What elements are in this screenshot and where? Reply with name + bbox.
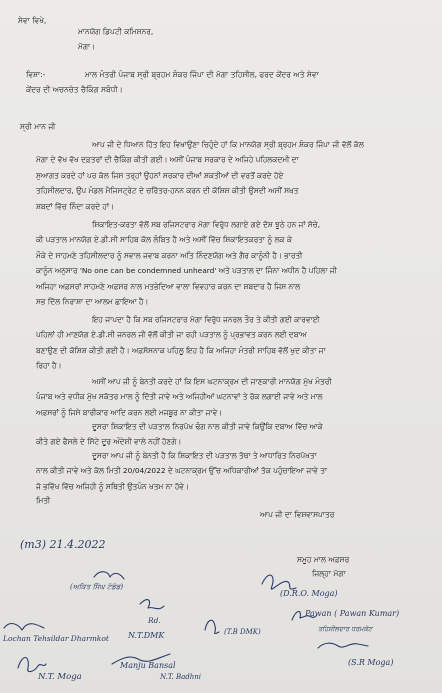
signature-manju-stroke bbox=[112, 654, 170, 664]
signature-tb-dmk: (T.B DMK) bbox=[224, 628, 261, 636]
paragraph-line: ਪਹਿਲਾਂ ਹੀ ਮਾਣਯੋਗ ਏ.ਡੀ.ਸੀ ਜਨਰਲ ਜੀ ਵੱਲੋਂ ਕੀਤੀ ਜਾ ਰਹੀ ਪੜਤਾਲ ਨੂੰ ਪ੍ਰਭਾਵਤ ਕਰਨ ਲਈ ਦਬਾਅ bbox=[36, 330, 307, 340]
signature-sr-stroke bbox=[318, 643, 368, 648]
date-label: ਮਿਤੀ bbox=[36, 496, 51, 505]
paragraph-line: ਸੁਆਗਤ ਕਰਦੇ ਹਾਂ ਪਰ ਕੱਲ ਜਿਸ ਤਰ੍ਹਾਂ ਉਹਨਾਂ ਸਰਕਾਰ ਦੀਆਂ ਸ਼ਕਤੀਆਂ ਦੀ ਵਰਤੋਂ ਕਰਦੇ ਹੋਏ bbox=[36, 170, 284, 180]
signature-nt-badhni: N.T. Badhni bbox=[160, 673, 202, 681]
paragraph-line: ਨਾਲ ਕੀਤੀ ਜਾਵੇ ਅਤੇ ਕੱਲ ਮਿਤੀ 20/04/2022 ਦੇ ਘਟਨਾਕ੍ਰਮ ਉੱਚ ਅਧਿਕਾਰੀਆਂ ਤੱਕ ਪਹੁੰਚਾਇਆ ਜਾਵੇ ਤਾ bbox=[36, 466, 328, 476]
paragraph-line: ਸਭ ਦਿੱਲ ਨਿਰਾਸ਼ਾ ਦਾ ਆਲਮ ਛਾਇਆ ਹੈ। bbox=[36, 297, 149, 307]
signature-nt-moga-stroke bbox=[18, 658, 46, 672]
recipient-place: ਮੋਗਾ। bbox=[78, 42, 96, 51]
paragraph-line: ਇਹ ਜਾਪਦਾ ਹੈ ਕਿ ਸਬ ਰਜਿਸਟਰਾਰ ਮੋਗਾ ਵਿਰੁੱਧ ਜਨਰਲ ਤੌਰ ਤੇ ਕੀਤੀ ਗਈ ਕਾਰਵਾਈ bbox=[92, 315, 320, 324]
paragraph-line: ਮੌਕੇ ਦੇ ਸਾਹਮਣੇ ਤਹਿਸੀਲਦਾਰ ਨੂੰ ਸਵਾਲ ਜਵਾਬ ਕਰਨਾ ਅਤਿ ਨਿੰਦਣਯੋਗ ਅਤੇ ਗੈਰ ਕਾਨੂੰਨੀ ਹੈ। ਭਾਰਤੀ bbox=[36, 250, 303, 260]
recipient-title: ਮਾਨਯੋਗ ਡਿਪਟੀ ਕਮਿਸ਼ਨਰ, bbox=[78, 27, 154, 36]
signature-pawan-stroke bbox=[292, 611, 316, 620]
paragraph-line: ਤਹਿਸੀਲਦਾਰ, ਉਪ ਮੰਡਲ ਮੈਜਿਸਟ੍ਰੇਟ ਦੇ ਚਰਿੱਤਰ-ਹਨਨ ਕਰਨ ਦੀ ਕੋਸ਼ਿਸ਼ ਕੀਤੀ ਉਸਦੀ ਅਸੀਂ ਸਖ਼ਤ bbox=[36, 186, 299, 196]
paragraph-line: ਕੀ ਪੜਤਾਲ ਮਾਨਯੋਗ ਏ.ਡੀ.ਸੀ ਸਾਹਿਬ ਕੋਲ ਲੰਬਿਤ ਹੈ ਅਤੇ ਅਸੀਂ ਵਿੱਚ ਸ਼ਿਕਾਇਤਕਰਤਾ ਨੂੰ ਲਕ ਕੇ bbox=[36, 235, 292, 245]
signatory-district: ਜਿਲ੍ਹਾ ਮੋਗਾ bbox=[312, 569, 346, 578]
signature-manju: Manju Bansal bbox=[120, 661, 176, 670]
subject-label: ਵਿਸ਼ਾ:- bbox=[26, 70, 46, 79]
signature-nt-dmk: N.T.DMK bbox=[128, 631, 165, 640]
salutation: ਸ੍ਰੀ ਮਾਨ ਜੀ bbox=[20, 122, 56, 131]
signatory-group: ਸਮੂਹ ਮਾਲ ਅਫ਼ਸਰ bbox=[297, 555, 350, 564]
signature-dro-label: (D.R.O. Moga) bbox=[280, 589, 338, 598]
signature-sr-moga: (S.R Moga) bbox=[348, 658, 394, 667]
signature-rd-stroke bbox=[140, 600, 164, 609]
handwritten-note: (ਅਕਿਤ ਸਿੰਘ ਟੰਡੰਡ) bbox=[70, 583, 124, 591]
to-line: ਸੇਵਾ ਵਿਖੇ, bbox=[18, 16, 47, 25]
signature-pawan-label: Pawan ( Pawan Kumar) bbox=[305, 609, 400, 618]
paragraph-line: ਪੰਜਾਬ ਅਤੇ ਵਧੀਕ ਮੁੱਖ ਸਕੱਤਰ ਮਾਲ ਨੂੰ ਦਿੱਤੀ ਜਾਵੇ ਅਤੇ ਅਜਿਹੀਆਂ ਘਟਨਾਵਾਂ ਤੇ ਰੋਕ ਲਗਾਈ ਜਾਵੇ ਅਤੇ ਮਾਲ bbox=[36, 392, 323, 402]
paragraph-line: ਦੂਸਰਾ ਆਪ ਜੀ ਨੂੰ ਬੇਨਤੀ ਹੈ ਕਿ ਸ਼ਿਕਾਇਤ ਦੀ ਪੜਤਾਲ ਤੱਥਾ ਤੇ ਆਧਾਰਿਤ ਨਿਰਪੱਖਤਾ bbox=[92, 451, 317, 460]
paragraph-line: ਅਫ਼ਸਰਾਂ ਨੂੰ ਜਿਸੇ ਬਾਰੀਕਾਰ ਆਦਿ ਕਰਨ ਲਈ ਮਜਬੂਰ ਨਾ ਕੀਤਾ ਜਾਵੇ। bbox=[36, 407, 223, 417]
paragraph-line: ਸ਼ਿਕਾਇਤ-ਕਰਤਾ ਵੱਲੋਂ ਸਬ ਰਜਿਸਟਰਾਰ ਮੋਗਾ ਵਿਰੁੱਧ ਲਗਾਏ ਗਏ ਦੋਸ਼ ਝੂਠੇ ਹਨ ਜਾਂ ਸੱਚੇ, bbox=[92, 220, 321, 229]
signature-lochan-stroke bbox=[4, 624, 44, 630]
paragraph-line: ਸ਼ਬਦਾਂ ਵਿੱਚ ਨਿੰਦਾ ਕਰਦੇ ਹਾਂ। bbox=[36, 201, 115, 211]
paragraph-line: ਕਾਨੂੰਨ ਅਨੁਸਾਰ 'No one can be condemned unheard' ਅਤੇ ਪੜਤਾਲ ਦਾ ਜਿੰਨਾ ਅਧੀਨ ਹੈ ਪਹਿਲਾ ਜੀ bbox=[36, 266, 337, 276]
signature-tb-stroke bbox=[205, 620, 219, 633]
paragraph-line: ਜੋ ਭਵਿੱਖ ਵਿੱਚ ਅਜਿਹੀ ਨੂੰ ਸਥਿਤੀ ਉਤਪੰਨ ਖਤਮ ਨਾ ਹੋਵੇ। bbox=[36, 481, 189, 491]
signature-nt-moga: N.T. Moga bbox=[38, 672, 82, 682]
signature-ankit-stroke bbox=[94, 572, 124, 579]
signature-rd: Rd. bbox=[148, 616, 161, 625]
subject-line-1: ਮਾਲ ਮੰਤਰੀ ਪੰਜਾਬ ਸ੍ਰੀ ਬ੍ਰਹਮ ਸ਼ੰਕਰ ਜਿੰਪਾ ਦੀ ਮੋਗਾ ਤਹਿਸੀਲ, ਫਰਦ ਕੇਂਦਰ ਅਤੇ ਸੇਵਾ bbox=[85, 70, 319, 79]
paragraph-line: ਆਪ ਜੀ ਦੇ ਧਿਆਨ ਹਿੱਤ ਇਹ ਵਿਖਾਉਣਾ ਚਿਹੁੰਦੇ ਹਾਂ ਕਿ ਮਾਨਯੋਗ ਸ੍ਰੀ ਬ੍ਰਹਮ ਸ਼ੰਕਰ ਜਿੰਪਾ ਜੀ ਵੱਲੋਂ ਕੱਲ bbox=[92, 140, 364, 149]
signature-lochan: Lochan Tehsildar Dharmkot bbox=[3, 634, 109, 643]
signature-pawan-sub: ਤਹਿਸੀਲਦਾਰ ਧਰਮਕੋਟ bbox=[318, 625, 373, 633]
paragraph-line: ਬਣਾਉਣ ਦੀ ਕੋਸ਼ਿਸ਼ ਕੀਤੀ ਗਈ ਹੈ। ਅਫ਼ਸੋਸਨਾਕ ਪਹਿਲੂ ਇਹ ਹੈ ਕਿ ਅਜਿਹਾ ਮੰਤਰੀ ਸਾਹਿਬ ਵੱਲੋਂ ਖੁਦ ਕੀਤਾ ਜਾ bbox=[36, 345, 326, 355]
handwritten-date: (m3) 21.4.2022 bbox=[20, 538, 106, 551]
paragraph-line: ਅਜਿਹਾ ਅਫ਼ਸਰਾਂ ਸਾਹਮਣੇ ਅਫ਼ਸਰ ਨਾਲ ਮਤਭੇਦਿਆ ਵਾਲਾ ਵਿਵਹਾਰ ਕਰਨ ਦਾ ਸ਼ਬਦਾਰ ਹੈ ਜਿਸ ਨਾਲ bbox=[36, 281, 301, 291]
paragraph-line: ਮੋਗਾ ਦੇ ਵੱਖ ਵੱਖ ਦਫ਼ਤਰਾਂ ਦੀ ਚੈਕਿੰਗ ਕੀਤੀ ਗਈ। ਅਸੀਂ ਪੰਜਾਬ ਸਰਕਾਰ ਦੇ ਅਜਿਹੇ ਪਹਿਲਕਦਮੀ ਦਾ bbox=[36, 155, 299, 165]
paragraph-line: ਰਿਹਾ ਹੈ। bbox=[36, 361, 62, 371]
signature-dro-stroke bbox=[262, 575, 296, 589]
paragraph-line: ਦੂਸਰਾ ਸ਼ਿਕਾਇਤ ਦੀ ਪੜਤਾਲ ਨਿਰਪੱਖ ਢੰਗ ਨਾਲ ਕੀਤੀ ਜਾਵੇ ਕਿਉਂਕਿ ਦਬਾਅ ਵਿੱਚ ਆਕੇ bbox=[92, 422, 323, 431]
paragraph-line: ਅਸੀਂ ਆਪ ਜੀ ਨੂੰ ਬੇਨਤੀ ਕਰਦੇ ਹਾਂ ਕਿ ਇਸ ਘਟਨਾਕ੍ਰਮ ਦੀ ਜਾਣਕਾਰੀ ਮਾਨਯੋਗ ਮੁੱਖ ਮੰਤਰੀ bbox=[92, 377, 332, 386]
closing-text: ਆਪ ਜੀ ਦਾ ਵਿਸ਼ਵਾਸਪਾਤਰ bbox=[260, 510, 335, 519]
subject-line-2: ਕੇਂਦਰ ਦੀ ਅਚਨਚੇਤ ਚੈਕਿੰਗ ਸਬੰਧੀ। bbox=[26, 85, 123, 94]
paragraph-line: ਕੀਤੇ ਗਏ ਫੈਸਲੇ ਦੇ ਸਿੱਟੇ ਦੂਰ ਅੰਦੇਸ਼ੀ ਵਾਲੇ ਨਹੀਂ ਹੋਣਗੇ। bbox=[36, 437, 182, 447]
